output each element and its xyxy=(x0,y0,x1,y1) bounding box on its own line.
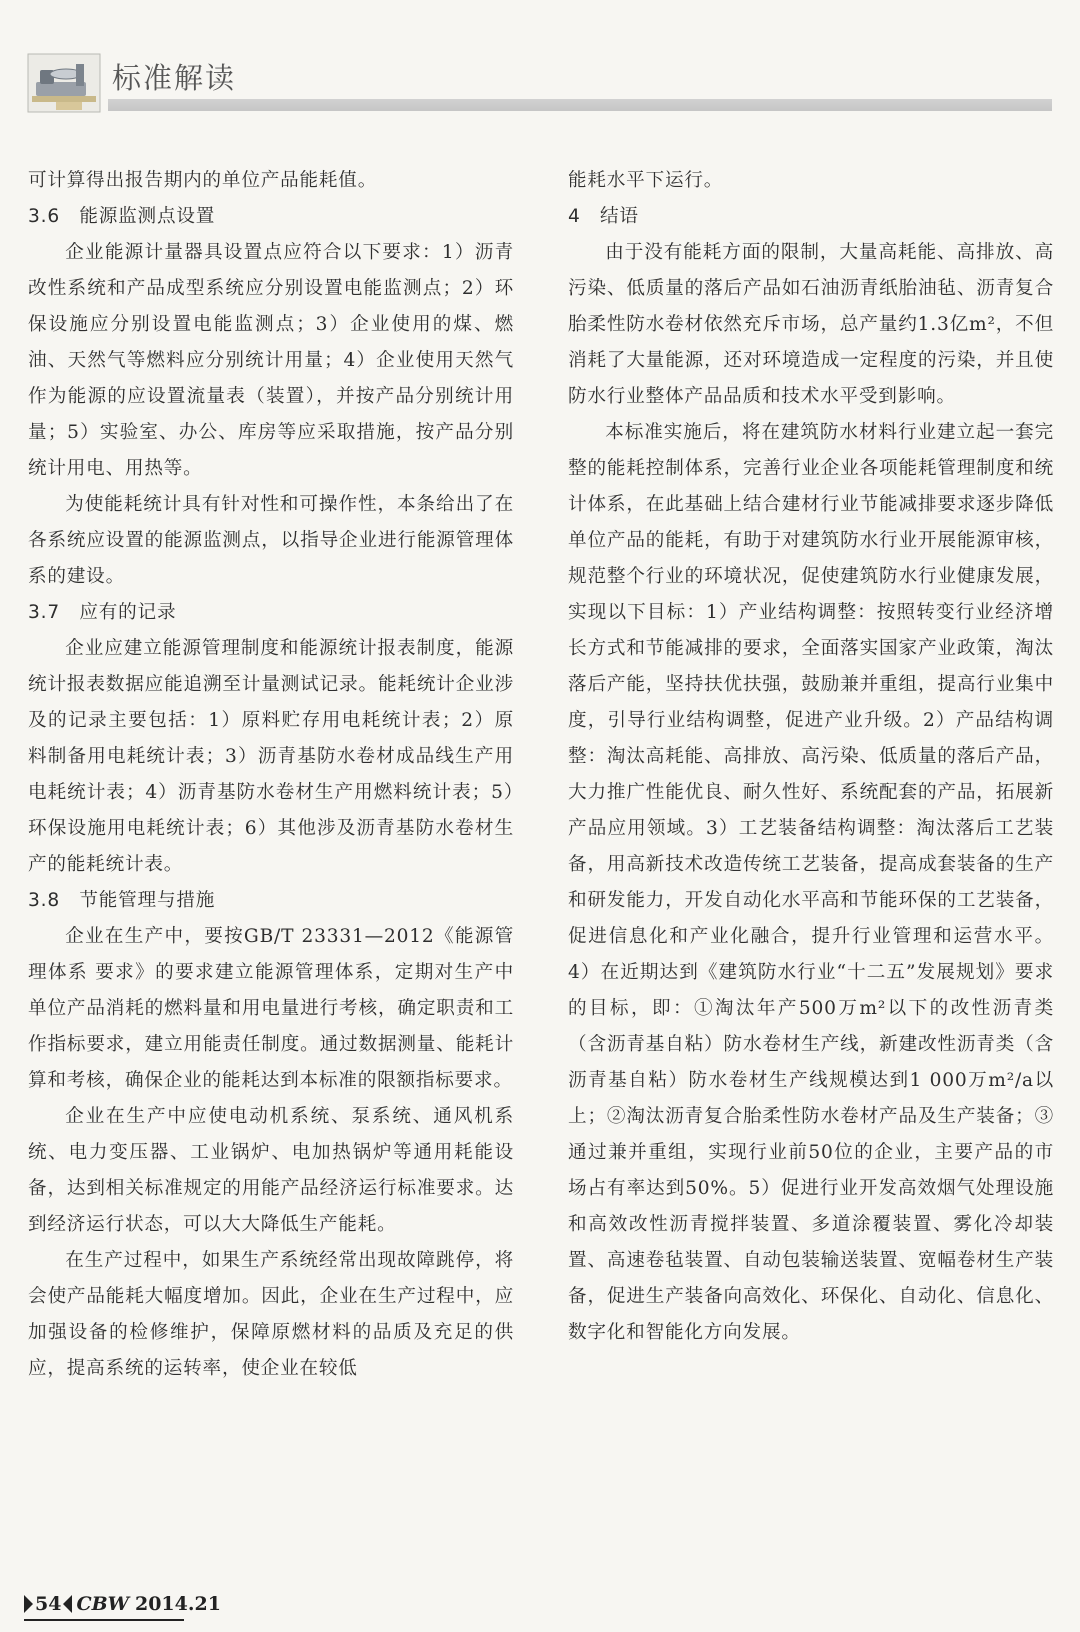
page-footer xyxy=(24,1590,221,1618)
header-divider-bar xyxy=(108,99,1052,111)
page-number: 54 xyxy=(35,1593,62,1615)
magazine-name: CBW xyxy=(76,1593,129,1615)
left-column xyxy=(28,163,514,1387)
footer-rule xyxy=(24,1619,184,1621)
triangle-right-icon xyxy=(24,1595,33,1613)
paragraph: 在生产过程中，如果生产系统经常出现故障跳停，将会使产品能耗大幅度增加。因此，企业在生产过程中，应加强设备的检修维护，保障原燃材料的品质及充足的供应，提高系统的运转率，使企业在较低 xyxy=(28,1250,514,1379)
issue-number: 2014.21 xyxy=(134,1593,221,1615)
paragraph: 由于没有能耗方面的限制，大量高耗能、高排放、高污染、低质量的落后产品如石油沥青纸胎油毡、沥青复合胎柔性防水卷材依然充斥市场，总产量约1.3亿m²，不但消耗了大量能源，还对环境造成一定程度的污染，并且使防水行业整体产品品质和技术水平受到影响。 xyxy=(568,242,1054,407)
paragraph: 可计算得出报告期内的单位产品能耗值。 xyxy=(28,170,378,191)
section-heading-3-8: 3.8 节能管理与措施 xyxy=(28,890,216,911)
paragraph: 企业在生产中，要按GB/T 23331—2012《能源管理体系 要求》的要求建立能源管理体系，定期对生产中单位产品消耗的燃料量和用电量进行考核，确定职责和工作指标要求，建立用能责任制度。通过数据测量、能耗计算和考核，确保企业的能耗达到本标准的限额指标要求。 xyxy=(28,926,514,1091)
paragraph: 为使能耗统计具有针对性和可操作性，本条给出了在各系统应设置的能源监测点，以指导企业进行能源管理体系的建设。 xyxy=(28,494,514,587)
paragraph: 企业在生产中应使电动机系统、泵系统、通风机系统、电力变压器、工业锅炉、电加热锅炉等通用耗能设备，达到相关标准规定的用能产品经济运行标准要求。达到经济运行状态，可以大大降低生产能耗。 xyxy=(28,1106,514,1235)
paragraph: 能耗水平下运行。 xyxy=(568,170,724,191)
triangle-left-icon xyxy=(63,1595,72,1613)
section-heading-4: 4 结语 xyxy=(568,206,639,227)
paragraph: 企业能源计量器具设置点应符合以下要求：1）沥青改性系统和产品成型系统应分别设置电能监测点；2）环保设施应分别设置电能监测点；3）企业使用的煤、燃油、天然气等燃料应分别统计用量；4）企业使用天然气作为能源的应设置流量表（装置），并按产品分别统计用量；5）实验室、办公、库房等应采取措施，按产品分别统计用电、用热等。 xyxy=(28,242,514,479)
section-title: 标准解读 xyxy=(112,61,237,95)
paragraph: 企业应建立能源管理制度和能源统计报表制度，能源统计报表数据应能追溯至计量测试记录。能耗统计企业涉及的记录主要包括：1）原料贮存用电耗统计表；2）原料制备用电耗统计表；3）沥青基防水卷材成品线生产用电耗统计表；4）沥青基防水卷材生产用燃料统计表；5）环保设施用电耗统计表；6）其他涉及沥青基防水卷材生产的能耗统计表。 xyxy=(28,638,514,875)
equipment-logo-icon xyxy=(26,52,102,114)
section-heading-3-7: 3.7 应有的记录 xyxy=(28,602,177,623)
page-header xyxy=(0,0,1080,130)
paragraph: 本标准实施后，将在建筑防水材料行业建立起一套完整的能耗控制体系，完善行业企业各项能耗管理制度和统计体系，在此基础上结合建材行业节能减排要求逐步降低单位产品的能耗，有助于对建筑防水行业开展能源审核，规范整个行业的环境状况，促使建筑防水行业健康发展，实现以下目标：1）产业结构调整：按照转变行业经济增长方式和节能减排的要求，全面落实国家产业政策，淘汰落后产能，坚持扶优扶强，鼓励兼并重组，提高行业集中度，引导行业结构调整，促进产业升级。2）产品结构调整：淘汰高耗能、高排放、高污染、低质量的落后产品，大力推广性能优良、耐久性好、系统配套的产品，拓展新产品应用领域。3）工艺装备结构调整：淘汰落后工艺装备，用高新技术改造传统工艺装备，提高成套装备的生产和研发能力，开发自动化水平高和节能环保的工艺装备，促进信息化和产业化融合，提升行业管理和运营水平。4）在近期达到《建筑防水行业“十二五”发展规划》要求的目标，即：①淘汰年产500万m²以下的改性沥青类（含沥青基自粘）防水卷材生产线，新建改性沥青类（含沥青基自粘）防水卷材生产线规模达到1 000万m²/a以上；②淘汰沥青复合胎柔性防水卷材产品及生产装备；③通过兼并重组，实现行业前50位的企业，主要产品的市场占有率达到50%。5）促进行业开发高效烟气处理设施和高效改性沥青搅拌装置、多道涂覆装置、雾化冷却装置、高速卷毡装置、自动包装输送装置、宽幅卷材生产装备，促进生产装备向高效化、环保化、自动化、信息化、数字化和智能化方向发展。 xyxy=(568,422,1054,1343)
right-column xyxy=(568,163,1054,1351)
section-heading-3-6: 3.6 能源监测点设置 xyxy=(28,206,216,227)
